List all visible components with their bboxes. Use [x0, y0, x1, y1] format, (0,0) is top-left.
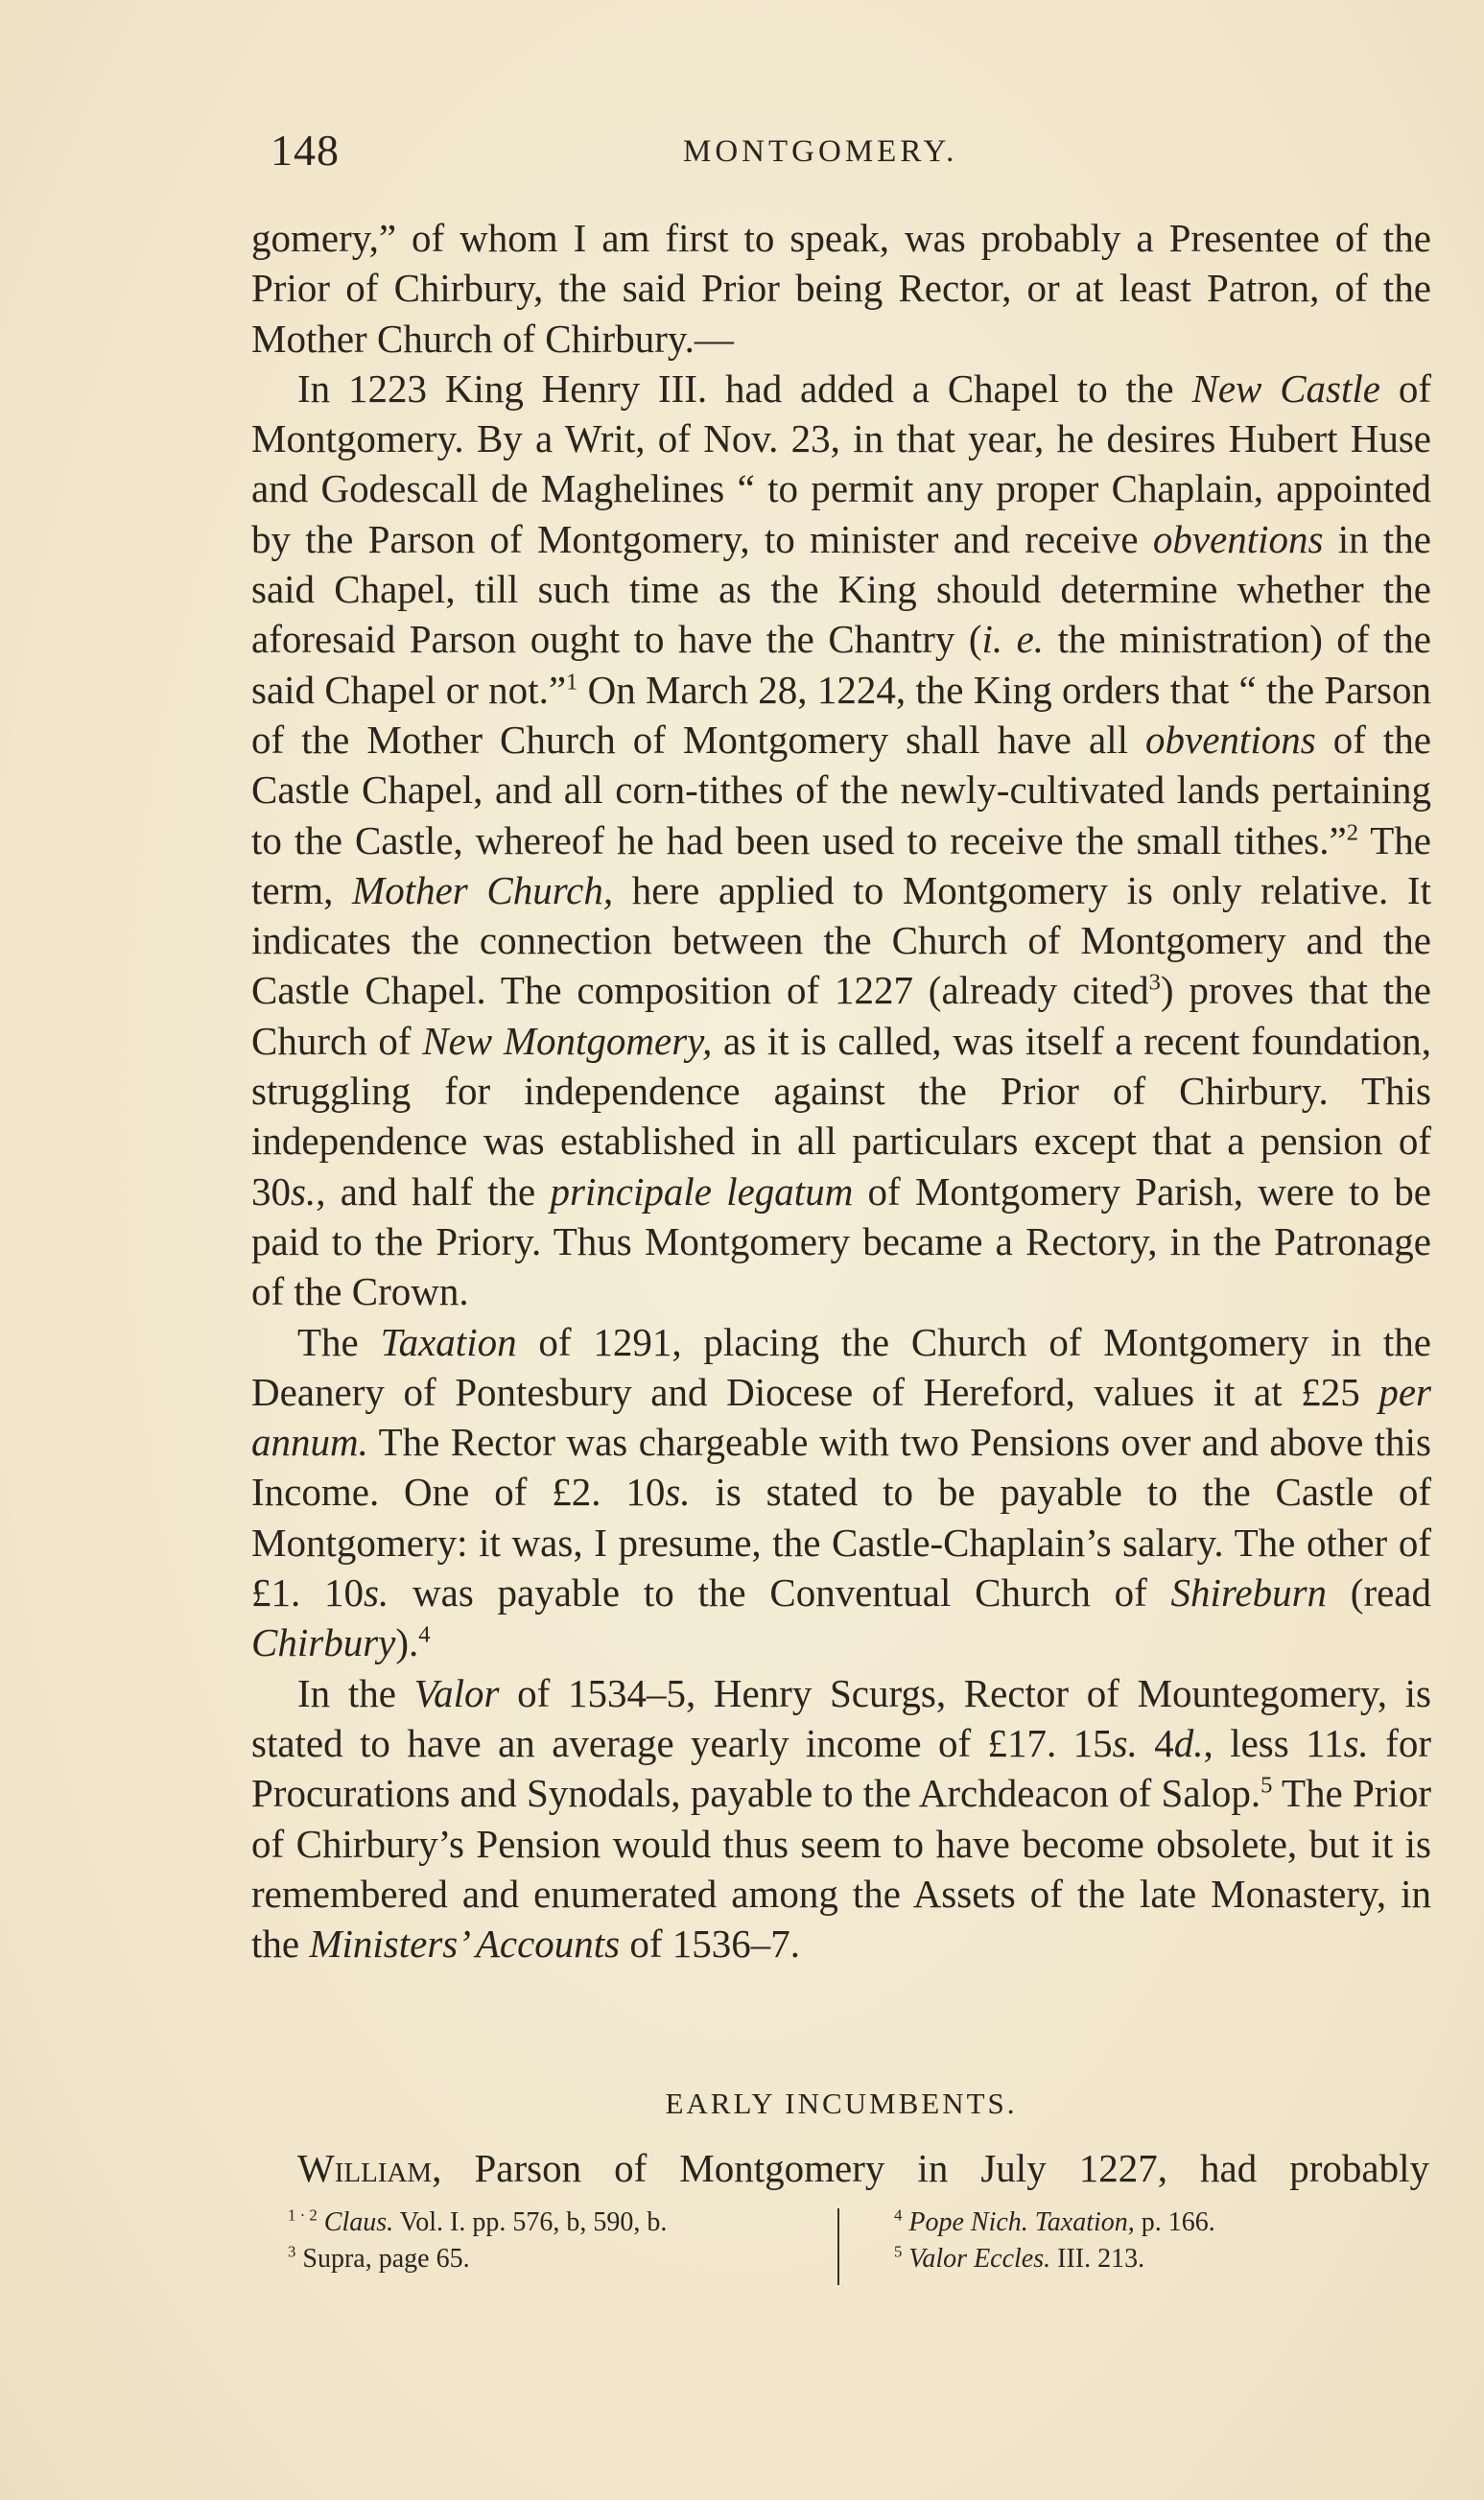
text-span: In the: [297, 1670, 414, 1715]
text-span: On March 28, 1224, the King orders that “ the Parson of the Mother Church of Montgomery shall have all: [251, 667, 1431, 762]
italic-span: Ministers’ Accounts: [309, 1922, 621, 1967]
footnote-5: [894, 2241, 1431, 2277]
paragraph-3: [251, 1317, 1431, 1668]
italic-span: Valor: [413, 1670, 500, 1715]
section-heading: EARLY INCUMBENTS.: [665, 2087, 1018, 2120]
footnote-source: Claus.: [323, 2207, 394, 2237]
text-span: in the said Chapel, till such time as the King should determine whether the aforesaid Parson ought to have the Chantry (: [251, 516, 1432, 662]
text-span: ).: [395, 1620, 419, 1665]
italic-span: per annum.: [251, 1369, 1431, 1465]
footnote-text: III. 213.: [1050, 2244, 1145, 2274]
text-span: , less 11: [1203, 1720, 1344, 1765]
text-span: The Rector was chargeable with two Pensions over and above this Income. One of £2. 10: [251, 1420, 1431, 1515]
italic-span: s.: [1343, 1720, 1369, 1765]
italic-span: New Montgomery,: [422, 1018, 713, 1063]
footnote-ref-2: 2: [1346, 818, 1358, 845]
text-span: of 1534–5, Henry Scurgs, Rector of Mountegomery, is stated to have an average yearly income of £17. 15: [251, 1670, 1431, 1765]
italic-span: s.: [665, 1470, 691, 1515]
paragraph-4: [251, 1668, 1431, 1969]
italic-span: obventions: [1152, 516, 1324, 561]
footnote-text: Supra, page 65.: [295, 2244, 470, 2274]
incumbent-name: William,: [297, 2146, 442, 2190]
paragraph-1: [251, 213, 1431, 364]
text-span: The: [297, 1319, 381, 1364]
footnote-mark: 3: [288, 2242, 296, 2261]
footnote-ref-3: 3: [1148, 969, 1161, 996]
text-span: In 1223 King Henry III. had added a Chapel to the: [297, 366, 1192, 411]
text-span: (read: [1327, 1570, 1432, 1616]
italic-span: New Castle: [1191, 366, 1380, 411]
footnote-divider: [837, 2208, 839, 2285]
footnote-source: Pope Nich. Taxation,: [908, 2207, 1135, 2237]
footnote-source: Valor Eccles.: [908, 2244, 1051, 2274]
text-span: for Procurations and Synodals, payable to the Archdeacon of Salop.: [251, 1720, 1432, 1816]
italic-span: Taxation: [380, 1319, 517, 1364]
footnote-1-2: [288, 2205, 825, 2241]
footnote-mark: 4: [894, 2205, 903, 2225]
text-span: of 1291, placing the Church of Montgomery in the Deanery of Pontesbury and Diocese of Hereford, values it at £25: [251, 1319, 1431, 1414]
page-number: 148: [271, 126, 340, 175]
text-span: , and half the: [316, 1168, 551, 1214]
italic-span: Shireburn: [1170, 1570, 1328, 1616]
text-span: ) proves that the Church of: [251, 968, 1431, 1063]
text-span: of 1536–7.: [620, 1922, 801, 1967]
italic-span: Mother Church,: [352, 867, 614, 912]
text-span: here applied to Montgomery is only relative. It indicates the connection between the Church of Montgomery and the Castle Chapel. The composition of 1227 (already cited: [251, 867, 1431, 1013]
text-span: Parson of Montgomery in July 1227, had probably: [441, 2146, 1429, 2190]
footnote-4: [894, 2205, 1431, 2241]
text-span: is stated to be payable to the Castle of Montgomery: it was, I presume, the Castle-Chaplain’s salary. The other of £1. 10: [251, 1470, 1432, 1616]
text-span: 4: [1137, 1720, 1174, 1765]
italic-span: s.: [1112, 1720, 1138, 1765]
footnote-mark: 5: [894, 2242, 903, 2261]
italic-span: obventions: [1145, 717, 1316, 762]
text-span: the ministration) of the said Chapel or not.”: [251, 617, 1431, 712]
text-span: The Prior of Chirbury’s Pension would thus seem to have become obsolete, but it is remembered and enumerated among the Assets of the late Monastery, in the: [251, 1771, 1431, 1967]
paragraph-2: [251, 364, 1431, 1317]
footnote-3: [288, 2241, 825, 2277]
footnotes-right-column: [894, 2205, 1431, 2277]
text-span: The term,: [251, 817, 1431, 912]
italic-span: d.: [1173, 1720, 1204, 1765]
page-header: [251, 125, 1417, 192]
text-span: gomery,” of whom I am first to speak, was probably a Presentee of the Prior of Chirbury, the said Prior being Rector, or at least Patron, of the Mother Church of Chirbury.—: [251, 216, 1431, 361]
italic-span: s.: [291, 1168, 317, 1214]
italic-span: i. e.: [981, 617, 1045, 662]
text-span: of Montgomery Parish, were to be paid to the Priory. Thus Montgomery became a Rectory, in the Patronage of the Crown.: [251, 1168, 1431, 1314]
italic-span: Chirbury: [251, 1620, 396, 1665]
footnotes-left-column: [288, 2205, 825, 2277]
footnote-ref-4: 4: [418, 1621, 431, 1648]
running-head: MONTGOMERY.: [683, 134, 958, 169]
footnote-ref-1: 1: [566, 669, 578, 696]
text-span: of the Castle Chapel, and all corn-tithes of the newly-cultivated lands pertaining to the Castle, whereof he had been used to receive the small tithes.”: [251, 717, 1431, 862]
footnote-mark: 1 · 2: [288, 2205, 318, 2225]
text-span: was payable to the Conventual Church of: [389, 1570, 1171, 1616]
body-text: [251, 213, 1431, 1969]
footnote-ref-5: 5: [1260, 1772, 1273, 1799]
text-span: as it is called, was itself a recent foundation, struggling for independence against the Prior of Chirbury. This independence was established in all particulars except that a pension of 30: [251, 1018, 1431, 1214]
italic-span: principale legatum: [550, 1168, 854, 1214]
section-first-line: [297, 2145, 1429, 2191]
italic-span: s.: [364, 1570, 389, 1616]
text-span: of Montgomery. By a Writ, of Nov. 23, in that year, he desires Hubert Huse and Godescall de Maghelines “ to permit any proper Chaplain, appointed by the Parson of Montgomery, to minister and receive: [251, 366, 1431, 561]
footnote-text: Vol. I. pp. 576, b, 590, b.: [393, 2207, 668, 2237]
footnote-text: p. 166.: [1134, 2207, 1215, 2237]
